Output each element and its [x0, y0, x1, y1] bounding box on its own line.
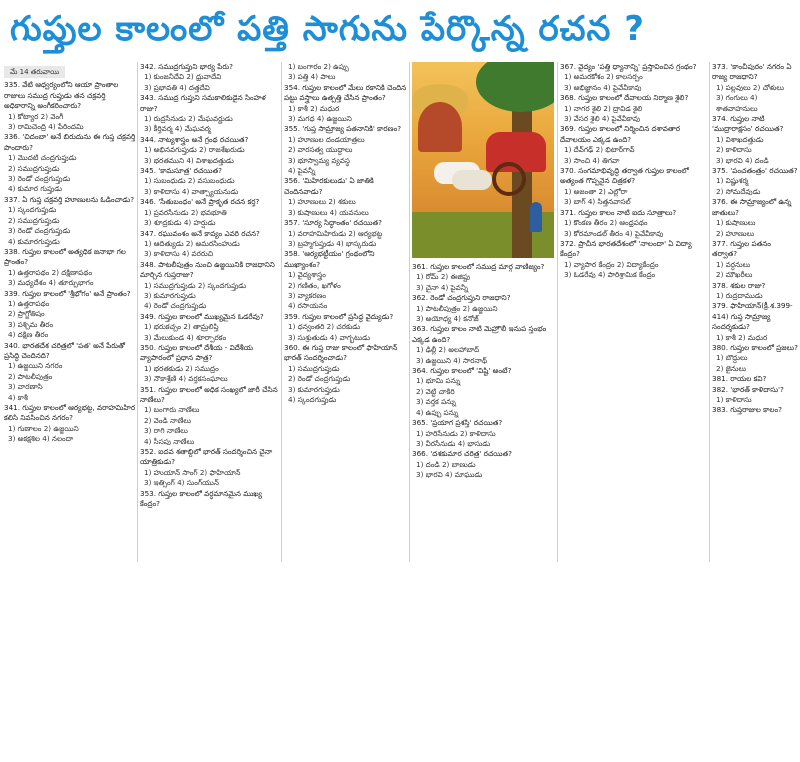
option-text: 2) గణితం, ఖగోళం — [288, 280, 341, 290]
option-text: 4) ఉప్పు పన్ను — [416, 407, 459, 417]
option-text: 1) అమరకోశం 2) కాలసర్పం — [564, 72, 643, 82]
question-text: 364. గుప్తుల కాలంలో 'విష్టి' అంటే? — [412, 366, 512, 376]
column-5-lines — [560, 62, 706, 281]
option-text: 1) హరిసేనుడు 2) కాళిదాసు — [416, 428, 496, 438]
option-text: 1) వైద్యశాస్త్రం — [288, 270, 326, 280]
option-text: 1) కొంకణ తీరం 2) ఆంధ్రపథం — [564, 218, 648, 228]
cart-wheel — [492, 162, 526, 196]
person-figure — [530, 202, 542, 232]
option-text: 1) ఉత్తరాపథం — [8, 298, 50, 308]
question-text: 338. గుప్తుల కాలంలో అత్యధిక జనాభా గల ప్రాంతం? — [4, 246, 126, 267]
option-text: 3) పశ్చిమ తీరం — [8, 319, 54, 329]
option-text: 3) వ్యాకరణం — [288, 290, 327, 300]
illustration-bullock-cart — [412, 62, 554, 258]
question-text: 355. 'గుప్త సామ్రాజ్య పతనానికి' కారణం? — [284, 124, 402, 134]
question-text: 336. 'చిదంబా' అనే బిరుదును ఈ గుప్త చక్రవర్తి పొందారు? — [4, 132, 136, 152]
option-text: 1) రుద్రదాముడు — [716, 290, 763, 300]
option-text: 3) చైనా 4) పైవన్నీ — [416, 282, 469, 292]
question-text: 350. గుప్తుల కాలంలో దేశీయ - విదేశీయ వ్యాపారంలో ప్రధాన పాత్ర? — [140, 342, 253, 363]
option-text: 3) మగధ 4) ఉజ్జయిని — [288, 114, 352, 124]
question-text: 339. గుప్తుల కాలంలో 'శ్రీభోగం' అనే ప్రాంతం? — [4, 288, 131, 298]
column-6 — [712, 62, 798, 562]
question-text: 372. ప్రాచీన భారతదేశంలో 'నాలందా' ఏ విద్యా కేంద్రం? — [560, 238, 692, 259]
column-rule — [137, 62, 138, 562]
option-text: 3) నౌకాశ్రేణి 4) వర్తకసంఘాలు — [144, 374, 228, 384]
option-text: 2) పాటలీపుత్రం — [8, 371, 53, 381]
question-text: 356. 'మిహిరకులుడు' ఏ జాతికి చెందినవాడు? — [284, 176, 374, 196]
option-text: 4) సీసపు నాణేలు — [144, 436, 195, 446]
question-text: 352. ఐదవ శతాబ్దిలో భారత్ సందర్శించిన చైనా యాత్రికుడు? — [140, 447, 273, 467]
option-text: 3) శూద్రకుడు 4) హర్షుడు — [144, 218, 216, 228]
question-text: 359. గుప్తుల కాలంలో ప్రసిద్ధ వైద్యుడు? — [284, 311, 394, 321]
option-text: 4) రసాయనం — [288, 301, 328, 311]
column-rule — [557, 62, 558, 562]
column-5 — [560, 62, 706, 562]
question-text: 360. ఈ గుప్త రాజు కాలంలో ఫాహియాన్ భారత్ సందర్శించాడు? — [284, 342, 398, 363]
question-text: 362. రెండో చంద్రగుప్తుని రాజధాని? — [412, 293, 511, 303]
question-text: 374. గుప్తుల నాటి 'ముద్రారాక్షసం' రచయిత? — [712, 114, 784, 134]
option-text: 3) కుషాణులు 4) యవనులు — [288, 207, 369, 217]
question-text: 377. గుప్తుల పతనం తర్వాత? — [712, 238, 771, 259]
question-text: 373. 'కాంచీపురం' నగరం ఏ రాజ్య రాజధాని? — [712, 62, 792, 82]
option-text: 4) రెండో చంద్రగుప్తుడు — [144, 301, 207, 311]
option-text: 1) భూమి పన్ను — [416, 376, 461, 386]
option-text: 2) జైనులు — [716, 363, 747, 373]
question-text: 383. గుప్తరాజుల కాలం? — [712, 405, 782, 415]
option-text: 3) భరతముని 4) విశాఖదత్తుడు — [144, 155, 234, 165]
option-text: 1) దేవ్‌గఢ్ 2) భిటార్‌గావ్ — [564, 145, 635, 155]
tree-leaves — [476, 62, 554, 112]
option-text: 1) సుబంధుడు 2) వసుబంధుడు — [144, 176, 235, 186]
option-text: 3) పత్తి 4) పాలు — [288, 72, 336, 82]
option-text: 1) అభినవగుప్తుడు 2) రాజశేఖరుడు — [144, 145, 245, 155]
option-text: 2) వెండి నాణేలు — [144, 415, 192, 425]
option-text: 1) నాగర శైలి 2) ద్రావిడ శైలి — [564, 103, 643, 113]
option-text: 1) పాటలీపుత్రం 2) ఉజ్జయిని — [416, 303, 498, 313]
option-text: 1) దండి 2) బాణుడు — [416, 459, 476, 469]
question-text: 341. గుప్తుల కాలంలో ఆర్యభట్ట, వరాహమిహిర కలిసి నివసించిన నగరం? — [4, 403, 136, 423]
column-rule — [409, 62, 410, 562]
option-text: 1) ఢిల్లీ 2) అలహాబాద్ — [416, 345, 480, 355]
option-text: 2) రెండో చంద్రగుప్తుడు — [288, 374, 351, 384]
question-text: 371. గుప్తుల కాలం నాటి ఐదు సూత్రాలు? — [560, 207, 677, 217]
option-text: 1) ఉత్తరాపథం 2) దక్షిణాపథం — [8, 267, 93, 277]
option-text: 3) బ్రహ్మగుప్తుడు 4) భాస్కరుడు — [288, 238, 377, 248]
option-text: 1) విశాఖదత్తుడు — [716, 134, 764, 144]
option-text: 3) భూస్వామ్య వ్యవస్థ — [288, 155, 350, 165]
question-text: 354. గుప్తుల కాలంలో మేలు రకానికి చెందిన పట్టు వస్త్రాలు ఉత్పత్తి చేసిన ప్రాంతం? — [284, 82, 407, 103]
hut — [418, 102, 462, 152]
option-text: 3) అయోధ్య 4) కనోజ్ — [416, 314, 479, 324]
question-text: 346. 'సేతుబంధం' అనే ప్రాకృత రచన కర్త? — [140, 197, 260, 207]
option-text: 1) కుంజనీదేవి 2) ధ్రువాదేవి — [144, 72, 222, 82]
option-text: 3) వీరసేనుడు 4) భాసుడు — [416, 438, 491, 448]
option-text: 2) సముద్రగుప్తుడు — [8, 215, 60, 225]
option-text: 3) కీర్తివర్మ 4) మేఘవర్మ — [144, 124, 211, 134]
option-text: 3) వారణాసి — [8, 382, 43, 392]
question-text: 370. సంగమాభివృద్ధి తర్వాత గుప్తుల కాలంలో అత్యంత గొప్పనైన చిత్రకళ? — [560, 166, 689, 186]
option-text: 1) కాశీ 2) మధుర — [288, 103, 340, 113]
option-text: 1) విష్ణుశర్మ — [716, 176, 749, 186]
option-text: 1) కుషాణులు — [716, 218, 756, 228]
column-3 — [284, 62, 408, 562]
question-text: 376. ఈ సామ్రాజ్యంలో ఉన్న జాతులు? — [712, 197, 792, 217]
question-text: 363. గుప్తుల కాలం నాటి మెహ్రౌలీ ఇనుప స్తంభం ఎక్కడ ఉంది? — [412, 324, 547, 344]
question-text: 361. గుప్తుల కాలంలో సముద్ర మార్గ వాణిజ్యం? — [412, 262, 545, 271]
option-text: 3) రెండో చంద్రగుప్తుడు — [8, 174, 71, 184]
option-text: 3) రాగి నాణేలు — [144, 426, 188, 436]
option-text: 1) సముద్రగుప్తుడు 2) స్కందగుప్తుడు — [144, 280, 247, 290]
question-text: 367. వైద్యం 'పత్తి ధ్యానాన్ని' ప్రస్తావించిన గ్రంథం? — [560, 62, 697, 71]
option-text: 3) ప్రభావతి 4) దత్తదేవి — [144, 82, 210, 92]
option-text: 3) సుశ్రుతుడు 4) వాగ్భటుడు — [288, 332, 370, 342]
option-text: 1) పల్లవులు 2) చోళులు — [716, 82, 784, 92]
option-text: 2) మౌఖరీలు — [716, 270, 753, 280]
column-4 — [412, 262, 554, 762]
column-rule — [709, 62, 710, 562]
option-text: 3) మధ్యదేశం 4) తూర్పుభాగం — [8, 278, 94, 288]
option-text: 1) రుద్రసేనుడు 2) మేఘవర్ణుడు — [144, 114, 233, 124]
column-4-lines — [412, 262, 554, 481]
option-text: 1) కాశీ 2) మధుర — [716, 332, 768, 342]
option-text: 1) బంగారు నాణేలు — [144, 405, 200, 415]
option-text: 2) కాళిదాసు — [716, 145, 752, 155]
option-text: 1) ప్రవరసేనుడు 2) భవభూతి — [144, 207, 227, 217]
question-text: 365. 'ప్రయాగ ప్రశస్తి' రచయిత? — [412, 418, 503, 428]
question-text: 347. రఘువంశం అనే కావ్యం ఎవరి రచన? — [140, 228, 260, 238]
option-text: 2) ప్రాగ్జోతిషం — [8, 309, 45, 319]
question-text: 380. గుప్తుల కాలంలో ప్రజలు? — [712, 342, 798, 352]
option-text: 1) అజంతా 2) ఎల్లోరా — [564, 186, 628, 196]
option-text: 2) వెట్టి చాకిరి — [416, 386, 455, 396]
question-text: 335. వేటి ఆధ్వర్యంలోని ఆయా ప్రాంతాల రాజులు సముద్ర గుప్తుడు తన చక్రవర్తి అధికారాన్ని అంగీకరించారు? — [4, 80, 119, 111]
option-text: 3) కుమారగుప్తుడు — [288, 384, 340, 394]
question-text: 353. గుప్తుల కాలంలో వర్ధమానమైన ముఖ్య కేంద్రం? — [140, 488, 262, 509]
option-text: 3) భారవి 4) మాఘుడు — [416, 470, 483, 480]
option-text: 1) స్కందగుప్తుడు — [8, 205, 57, 215]
column-rule — [281, 62, 282, 562]
option-text: 4) కుమారగుప్తుడు — [8, 236, 60, 246]
column-1 — [4, 66, 136, 566]
option-text: 3) గంగులు 4) శాతవాహనులు — [716, 93, 758, 113]
option-text: 1) కోట్యార 2) వెంగీ — [8, 111, 64, 121]
option-text: 2) సముద్రగుప్తుడు — [8, 163, 60, 173]
option-text: 3) వర్తక పన్ను — [416, 397, 456, 407]
option-text: 1) భరతకుడు 2) సముద్రం — [144, 363, 219, 373]
option-text: 1) హూణులు 2) శకులు — [288, 197, 356, 207]
option-text: 1) గుణాలం 2) ఉజ్జయిని — [8, 423, 79, 433]
option-text: 1) రోమ్ 2) ఈజిప్టు — [416, 272, 471, 282]
option-text: 1) వ్యాపార కేంద్రం 2) విద్యాకేంద్రం — [564, 259, 659, 269]
ox — [452, 170, 492, 190]
option-text: 3) కుమారగుప్తుడు — [144, 290, 196, 300]
date-tag: మే 14 తరువాయి — [4, 66, 65, 78]
question-text: 358. 'ఆర్యభట్టీయం' గ్రంథంలోని ముఖ్యాంశం? — [284, 249, 375, 269]
option-text: 3) రామిచెంద్రి 4) పేరిందమి — [8, 122, 84, 132]
option-text: 3) మేలుకుండ 4) శూర్పారకం — [144, 332, 227, 342]
question-text: 357. 'సూర్య సిద్ధాంతం' రచయిత? — [284, 218, 382, 228]
option-text: 3) కోరమాండల్ తీరం 4) పైవేవీకావు — [564, 228, 664, 238]
option-text: 2) సోమదేవుడు — [716, 186, 761, 196]
column-2-lines — [140, 62, 280, 509]
question-text: 351. గుప్తుల కాలంలో అధిక సంఖ్యలో జారీ చేసిన నాణేలు? — [140, 384, 278, 404]
question-text: 349. గుప్తుల కాలంలో ముఖ్యమైన ఓడరేవు? — [140, 311, 264, 321]
column-6-lines — [712, 62, 798, 416]
question-text: 343. సముద్ర గుప్తుని సమకాలికుడైన సింహళ రాజు? — [140, 93, 266, 113]
question-text: 340. భారతదేశ చరిత్రలో 'పత' అనే పేరుతో ప్రసిద్ధి చెందినది? — [4, 340, 126, 360]
question-text: 345. 'కామసూత్ర' రచయిత? — [140, 166, 222, 176]
option-text: 3) కాళిదాసు 4) వాత్స్యాయనుడు — [144, 186, 239, 196]
question-text: 381. రాయల కవి? — [712, 374, 767, 384]
question-text: 375. 'పంచతంత్రం' రచయిత? — [712, 166, 798, 176]
option-text: 4) కాశీ — [8, 392, 28, 402]
column-2 — [140, 62, 280, 562]
option-text: 1) ధన్వంతరి 2) చరకుడు — [288, 322, 361, 332]
option-text: 3) ఉజ్జయిని 4) సారనాథ్ — [416, 355, 488, 365]
option-text: 3) భారవి 4) దండి — [716, 155, 769, 165]
question-text: 342. సముద్రగుప్తుని భార్య పేరు? — [140, 62, 233, 71]
headline: గుప్తుల కాలంలో పత్తి సాగును పేర్కొన్న రచన ? — [10, 9, 645, 49]
option-text: 3) ఇత్సింగ్ 4) సుంగ్‌యున్ — [144, 478, 219, 488]
question-text: 369. గుప్తుల కాలంలో నిర్మించిన దశావతార దేవాలయం ఎక్కడ ఉంది? — [560, 124, 680, 144]
option-text: 4) పైవన్నీ — [288, 166, 316, 176]
question-text: 366. 'దశకుమార చరిత్ర' రచయిత? — [412, 449, 512, 459]
question-text: 337. ఏ గుప్త చక్రవర్తి హూణులను ఓడించాడు? — [4, 194, 135, 204]
question-text: 368. గుప్తుల కాలంలో దేవాలయ నిర్మాణ శైలి? — [560, 93, 689, 103]
option-text: 1) బౌద్ధులు — [716, 353, 748, 363]
option-text: 1) సముద్రగుప్తుడు — [288, 363, 340, 373]
option-text: 1) వర్ధనులు — [716, 259, 751, 269]
option-text: 3) అకక్షశిల 4) నలందా — [8, 434, 74, 444]
column-1-lines — [4, 80, 136, 444]
question-text: 344. నాట్యశాస్త్రం అనే గ్రంథ రచయిత? — [140, 134, 249, 144]
option-text: 1) మొదటి చంద్రగుప్తుడు — [8, 153, 77, 163]
column-3-lines — [284, 62, 408, 405]
option-text: 2) హూణులు — [716, 228, 755, 238]
question-text: 378. శకుల రాజు? — [712, 280, 766, 290]
option-text: 1) భరుకచ్చం 2) తామ్రలిప్తి — [144, 322, 219, 332]
question-text: 348. పాటలీపుత్రం నుంచి ఉజ్జయినికి రాజధానిని మార్చిన గుప్తరాజు? — [140, 259, 275, 280]
option-text: 1) హుయాన్ సాంగ్ 2) ఫాహియాన్ — [144, 467, 241, 477]
option-text: 3) ఓడరేవు 4) పారిశ్రామిక కేంద్రం — [564, 270, 656, 280]
option-text: 4) కుమార గుప్తుడు — [8, 184, 63, 194]
question-text: 382. 'భారత్ కాళిదాసు'? — [712, 384, 784, 394]
option-text: 1) కాళిదాసు — [716, 395, 752, 404]
option-text: 3) కాళిదాసు 4) వరరుచి — [144, 249, 214, 259]
option-text: 3) వేసర శైలి 4) పైవేవీకావు — [564, 114, 641, 124]
option-text: 3) రెండో చంద్రగుప్తుడు — [8, 226, 71, 236]
option-text: 1) ఆదిత్యుడు 2) అమరసింహుడు — [144, 238, 240, 248]
option-text: 4) స్కందగుప్తుడు — [288, 395, 337, 404]
option-text: 3) బాగ్ 4) సిత్తనవాసల్ — [564, 197, 631, 207]
option-text: 3) అభిజ్ఞానం 4) పైవేవీకావు — [564, 82, 642, 92]
option-text: 1) వరాహమిహిరుడు 2) ఆర్యభట్ట — [288, 228, 383, 238]
option-text: 1) బంగారం 2) ఉప్పు — [288, 62, 349, 71]
option-text: 3) సాంచి 4) తిగవా — [564, 155, 620, 165]
option-text: 4) దక్షిణ తీరం — [8, 330, 49, 340]
question-text: 379. ఫాహియాన్(క్రీ.శ.399-414) గుప్త సామ్రాజ్య సందర్శకుడు? — [712, 301, 793, 332]
option-text: 1) ఉజ్జయిని నగరం — [8, 361, 63, 371]
option-text: 1) హూణుల దండయాత్రలు — [288, 134, 365, 144]
option-text: 2) వారసత్వ యుద్ధాలు — [288, 145, 353, 155]
